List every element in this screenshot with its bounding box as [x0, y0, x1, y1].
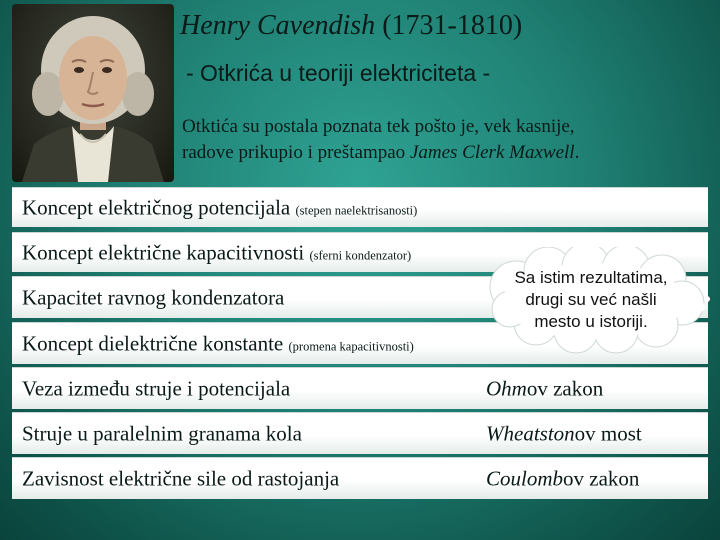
law-suffix: ov zakon: [563, 466, 640, 490]
law-name: [486, 376, 603, 401]
law-row: [12, 412, 708, 454]
intro-line-2-prefix: radove prikupio i preštampao: [182, 142, 410, 163]
concept-text: [22, 195, 417, 220]
thought-bubble-callout: [486, 247, 710, 355]
law-person: Ohm: [486, 376, 527, 400]
intro-line-2-suffix: .: [574, 142, 580, 163]
law-suffix: ov most: [574, 421, 642, 445]
intro-text: [182, 114, 682, 166]
intro-maxwell-name: James Clerk Maxwell: [409, 142, 575, 163]
slide-subtitle: - Otkrića u teoriji elektriciteta -: [186, 60, 491, 86]
portrait-illustration: [12, 4, 174, 182]
concept-main: Kapacitet ravnog kondenzatora: [22, 285, 285, 309]
law-name: [486, 421, 642, 446]
title-years: (1731-1810): [382, 10, 523, 41]
law-suffix: ov zakon: [526, 376, 604, 400]
callout-line: mesto u istoriji.: [534, 312, 648, 331]
concept-text: [22, 285, 284, 310]
concept-main: Koncept dielektrične konstante: [22, 331, 284, 355]
callout-line: Sa istim rezultatima,: [514, 268, 668, 287]
callout-line: drugi su već našli: [525, 290, 657, 309]
concept-row: [12, 187, 708, 227]
title-name: Henry Cavendish: [180, 10, 376, 41]
concept-main: Koncept električnog potencijala: [22, 195, 291, 219]
slide-title: [180, 10, 700, 42]
law-name: [486, 466, 639, 491]
concept-note: (sferni kondenzator): [309, 248, 412, 262]
law-person: Wheatston: [486, 421, 575, 445]
intro-line-2: [182, 140, 682, 166]
law-row: [12, 367, 708, 409]
concept-note: (promena kapacitivnosti): [288, 339, 414, 353]
law-description: Zavisnost električne sile od rastojanja: [22, 466, 340, 490]
law-row: [12, 457, 708, 499]
law-person: Coulomb: [486, 466, 564, 490]
portrait-image: [12, 4, 174, 182]
law-description: Veza između struje i potencijala: [22, 376, 291, 400]
concept-note: (stepen naelektrisanosti): [295, 203, 418, 217]
concept-text: [22, 331, 414, 356]
concept-main: Koncept električne kapacitivnosti: [22, 240, 305, 264]
law-description: Struje u paralelnim granama kola: [22, 421, 302, 445]
concept-text: [22, 240, 411, 265]
callout-text: [486, 267, 696, 333]
intro-line-1: Otktića su postala poznata tek pošto je, vek kasnije,: [182, 116, 575, 137]
